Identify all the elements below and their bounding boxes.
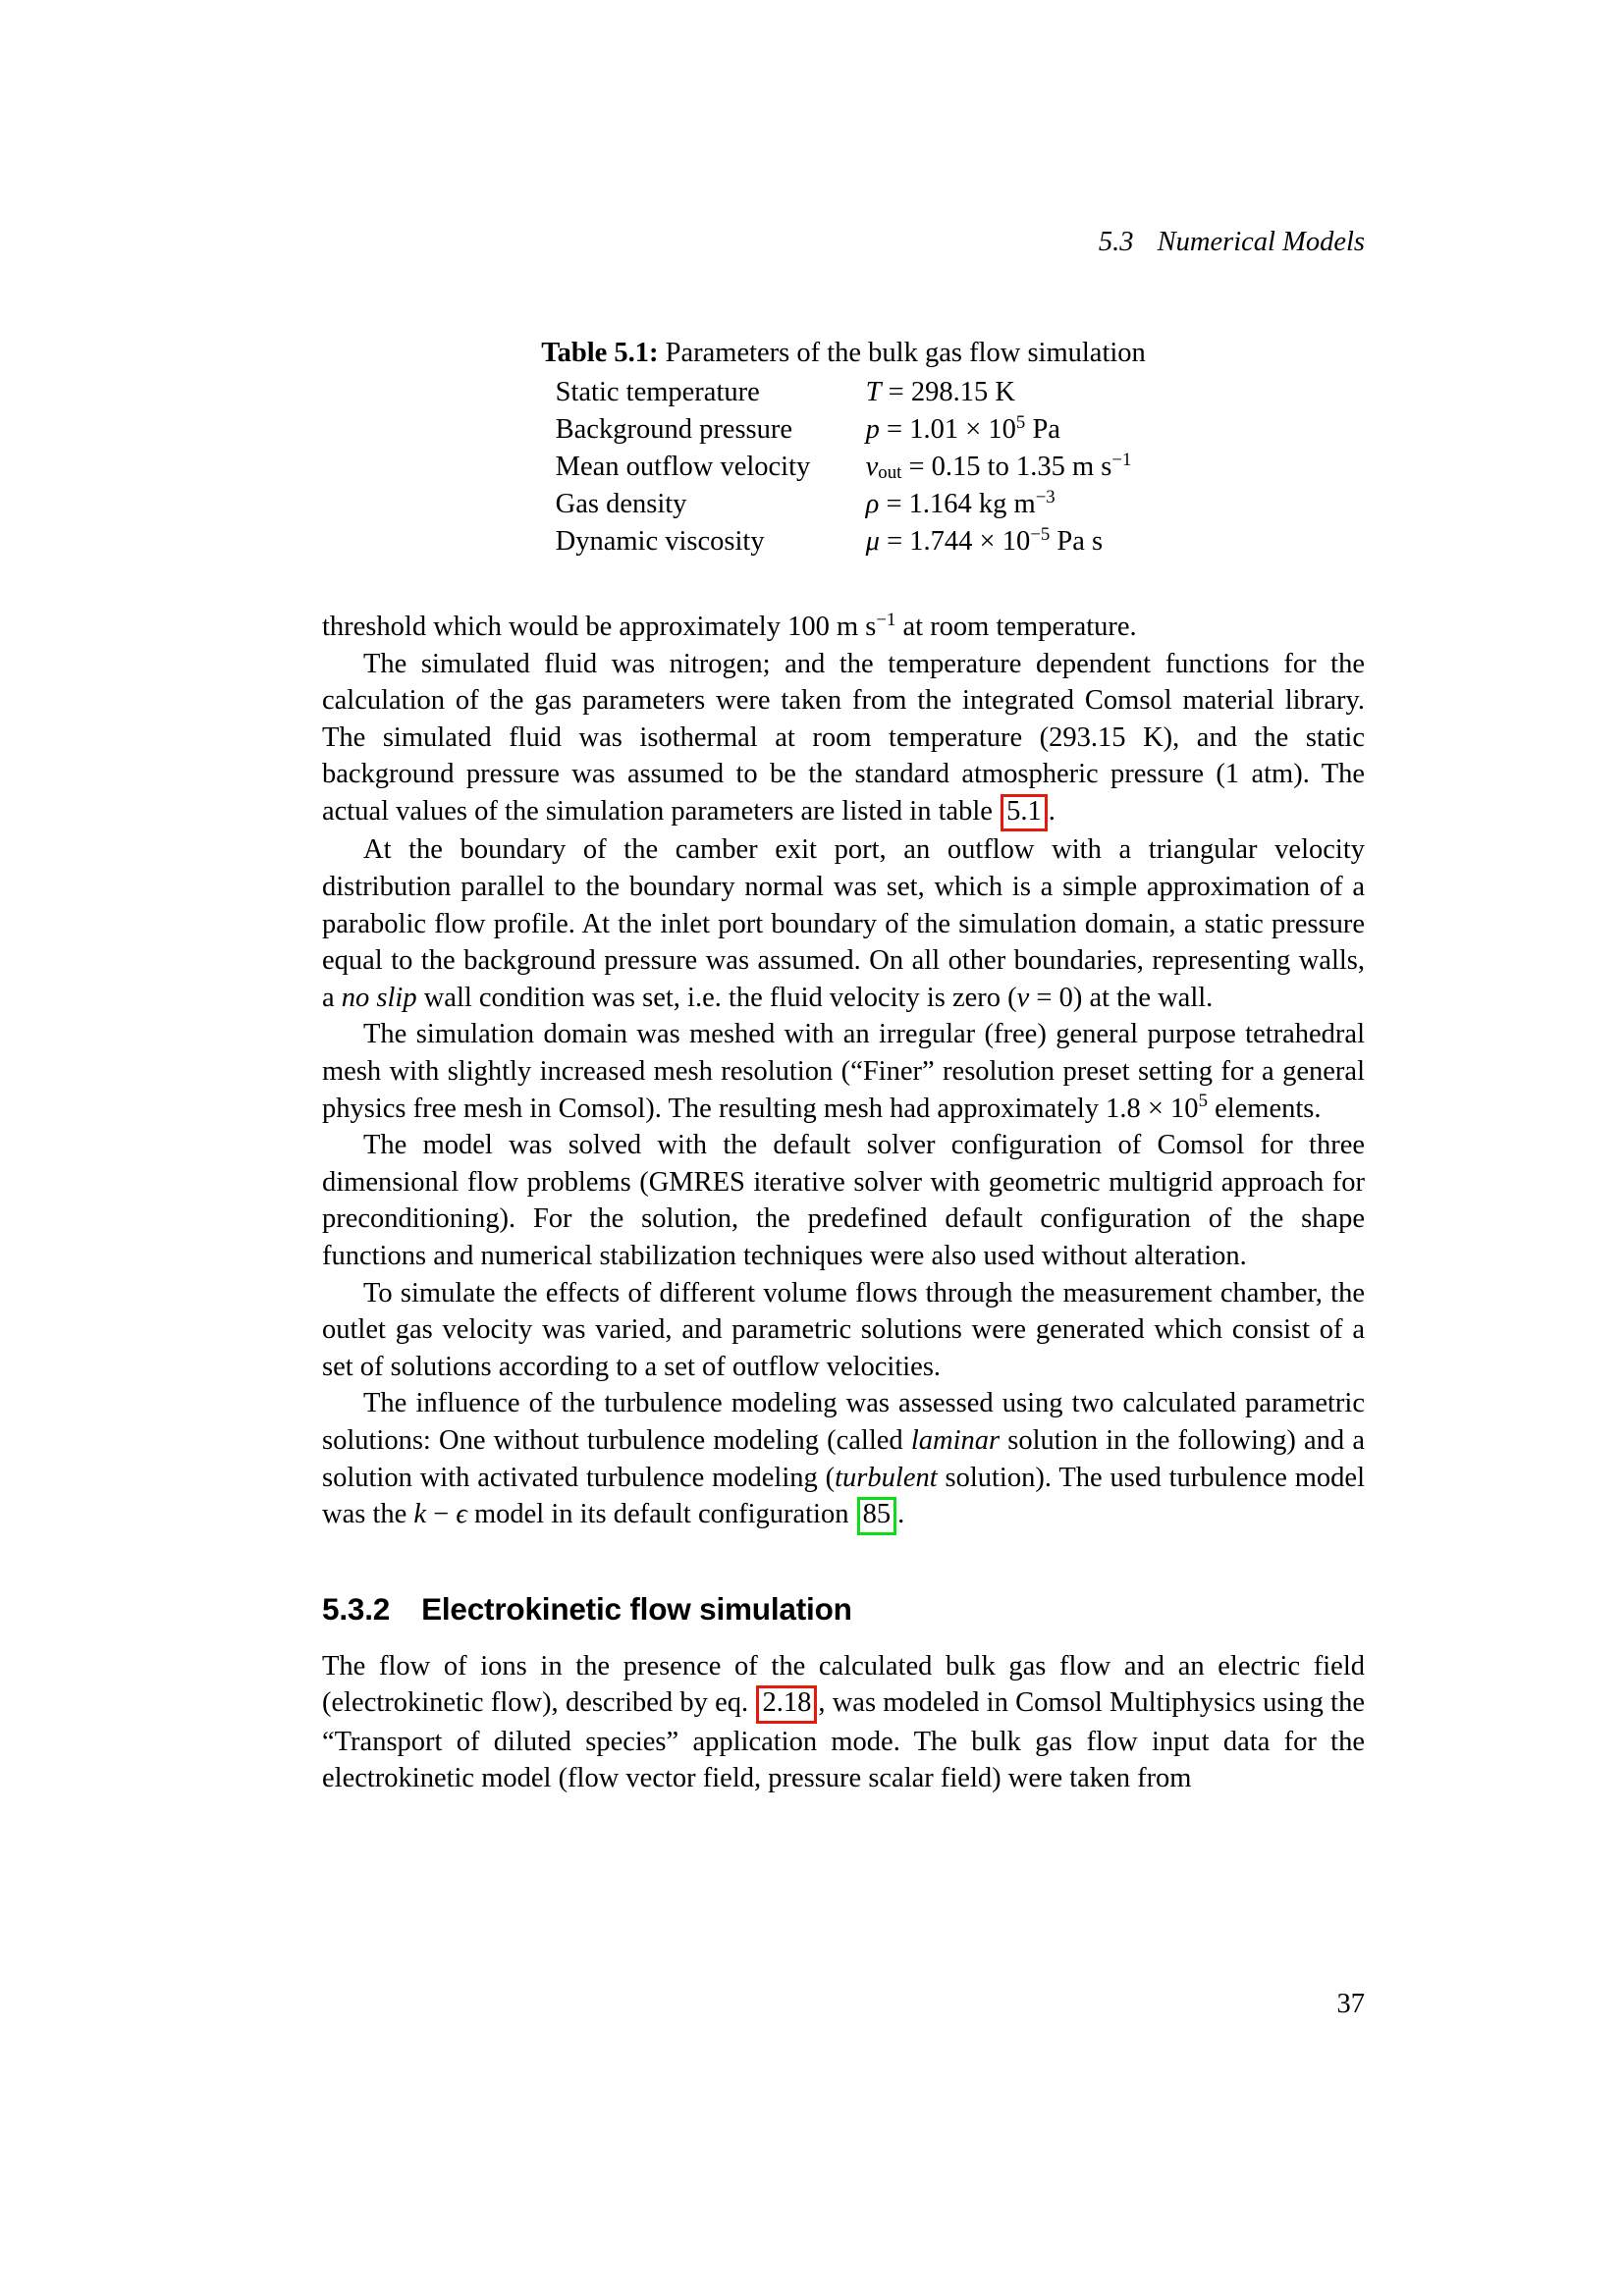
text-segment: Pa s: [1050, 526, 1104, 557]
paragraph: [322, 646, 1365, 832]
text-segment: = 1.164 kg m: [879, 489, 1036, 519]
text-segment: = 298.15 K: [881, 377, 1015, 407]
text-segment: , was modeled in Comsol Multiphysics using the “Transport of diluted species” application mode. The bulk gas flow input data for the electrokinetic model (flow vector field, pressure scalar field) were taken from: [322, 1687, 1365, 1794]
table-row: [556, 374, 1132, 411]
text-segment: −1: [876, 609, 896, 630]
text-segment: elements.: [1207, 1093, 1322, 1124]
table-5-1: [322, 335, 1365, 561]
text-segment: k: [413, 1499, 427, 1530]
param-label: Dynamic viscosity: [555, 526, 765, 557]
section-heading: [322, 1590, 1365, 1628]
text-segment: Pa: [1025, 414, 1060, 445]
running-header: [1099, 227, 1365, 258]
page-number: 37: [1336, 1989, 1365, 2019]
param-label: Background pressure: [555, 414, 793, 445]
table-row: [556, 486, 1132, 523]
paragraph: [322, 1016, 1365, 1127]
table-caption-text: Parameters of the bulk gas flow simulation: [658, 338, 1146, 368]
text-segment: To simulate the effects of different volume flows through the measurement chamber, the outlet gas velocity was varied, and parametric solutions were generated which consist of a set of solutions according to a set of outflow velocities.: [322, 1277, 1365, 1382]
param-value: [866, 411, 1132, 449]
table-row: [556, 449, 1132, 486]
table-row: [556, 411, 1132, 449]
text-segment: solution). The used turbulence model was the: [322, 1462, 1365, 1530]
text-segment: p: [865, 414, 880, 445]
text-segment: laminar: [910, 1424, 1001, 1456]
text-segment: out: [878, 462, 902, 484]
text-segment: −1: [1111, 449, 1132, 470]
paragraph: [322, 1127, 1365, 1274]
text-segment: no slip: [341, 982, 417, 1013]
paragraph: [322, 609, 1365, 646]
table-caption: [322, 335, 1365, 372]
text-segment: The flow of ions in the presence of the calculated bulk gas flow and an electric field (electrokinetic flow), described by eq.: [322, 1650, 1365, 1719]
param-value: [866, 486, 1132, 523]
text-segment: μ: [865, 526, 880, 557]
paragraph: [322, 1275, 1365, 1386]
text-segment: ρ: [865, 489, 880, 519]
section-heading-number: 5.3.2: [322, 1590, 391, 1627]
text-segment: v: [1016, 982, 1030, 1013]
text-segment: 5: [1015, 411, 1026, 433]
text-segment: At the boundary of the camber exit port, an outflow with a triangular velocity distribution parallel to the boundary normal was set, which is a simple approximation of a parabolic flow profile. At the inlet port boundary of the simulation domain, a static pressure equal to the background pressure was assumed. On all other boundaries, representing walls, a: [322, 834, 1365, 1013]
param-label: Mean outflow velocity: [555, 452, 811, 482]
paragraph: [322, 831, 1365, 1016]
text-segment: at room temperature.: [895, 612, 1137, 642]
text-segment: threshold which would be approximately 100 m s: [322, 612, 877, 642]
text-segment: T: [865, 377, 882, 407]
table-ref-link[interactable]: 5.1: [1001, 794, 1048, 832]
body-text: [322, 609, 1365, 1797]
text-segment: The model was solved with the default solver configuration of Comsol for three dimensional flow problems (GMRES iterative solver with geometric multigrid approach for preconditioning). For the solution, the predefined default configuration of the shape functions and numerical stabilization techniques were also used without alteration.: [322, 1130, 1365, 1271]
text-segment: −: [426, 1499, 457, 1530]
paragraph: [322, 1648, 1365, 1797]
text-segment: model in its default configuration: [466, 1499, 856, 1530]
param-value: [866, 449, 1132, 486]
citation-link[interactable]: 85: [857, 1497, 897, 1535]
parameters-table: [556, 374, 1132, 561]
text-segment: −5: [1030, 523, 1051, 545]
text-segment: wall condition was set, i.e. the fluid velocity is zero (: [416, 982, 1017, 1013]
text-segment: The simulation domain was meshed with an irregular (free) general purpose tetrahedral mesh with slightly increased mesh resolution (“Finer” resolution preset setting for a general physics free mesh in Comsol). The resulting mesh had approximately 1.8 × 10: [322, 1019, 1365, 1124]
running-header-section-number: 5.3: [1098, 227, 1134, 257]
param-value: [866, 523, 1132, 561]
text-segment: −3: [1035, 486, 1056, 507]
text-segment: = 0.15 to 1.35 m s: [901, 452, 1112, 482]
text-segment: .: [1048, 795, 1056, 827]
running-header-section-title: Numerical Models: [1157, 227, 1365, 257]
text-segment: v: [865, 452, 879, 482]
text-segment: = 0) at the wall.: [1029, 982, 1214, 1013]
table-row: [556, 523, 1132, 561]
text-segment: = 1.01 × 10: [879, 414, 1016, 445]
text-segment: 5: [1198, 1091, 1208, 1112]
text-segment: The influence of the turbulence modeling was assessed using two calculated parametric solutions: One without turbulence modeling (called: [322, 1388, 1365, 1456]
table-caption-label: Table 5.1:: [541, 338, 659, 368]
param-value: [866, 374, 1132, 411]
text-segment: solution in the following) and a solution with activated turbulence modeling (: [322, 1424, 1365, 1493]
text-segment: turbulent: [835, 1462, 938, 1493]
text-segment: ϵ: [456, 1499, 467, 1530]
eq-ref-link[interactable]: 2.18: [756, 1685, 817, 1724]
paragraph: [322, 1385, 1365, 1534]
text-segment: The simulated fluid was nitrogen; and the temperature dependent functions for the calculation of the gas parameters were taken from the integrated Comsol material library. The simulated fluid was isothermal at room temperature (293.15 K), and the static background pressure was assumed to be the standard atmospheric pressure (1 atm). The actual values of the simulation parameters are listed in table: [322, 648, 1365, 827]
param-label: Gas density: [555, 489, 687, 519]
text-segment: = 1.744 × 10: [879, 526, 1031, 557]
text-segment: .: [897, 1499, 905, 1530]
section-heading-title: Electrokinetic flow simulation: [421, 1590, 852, 1627]
param-label: Static temperature: [555, 377, 760, 407]
